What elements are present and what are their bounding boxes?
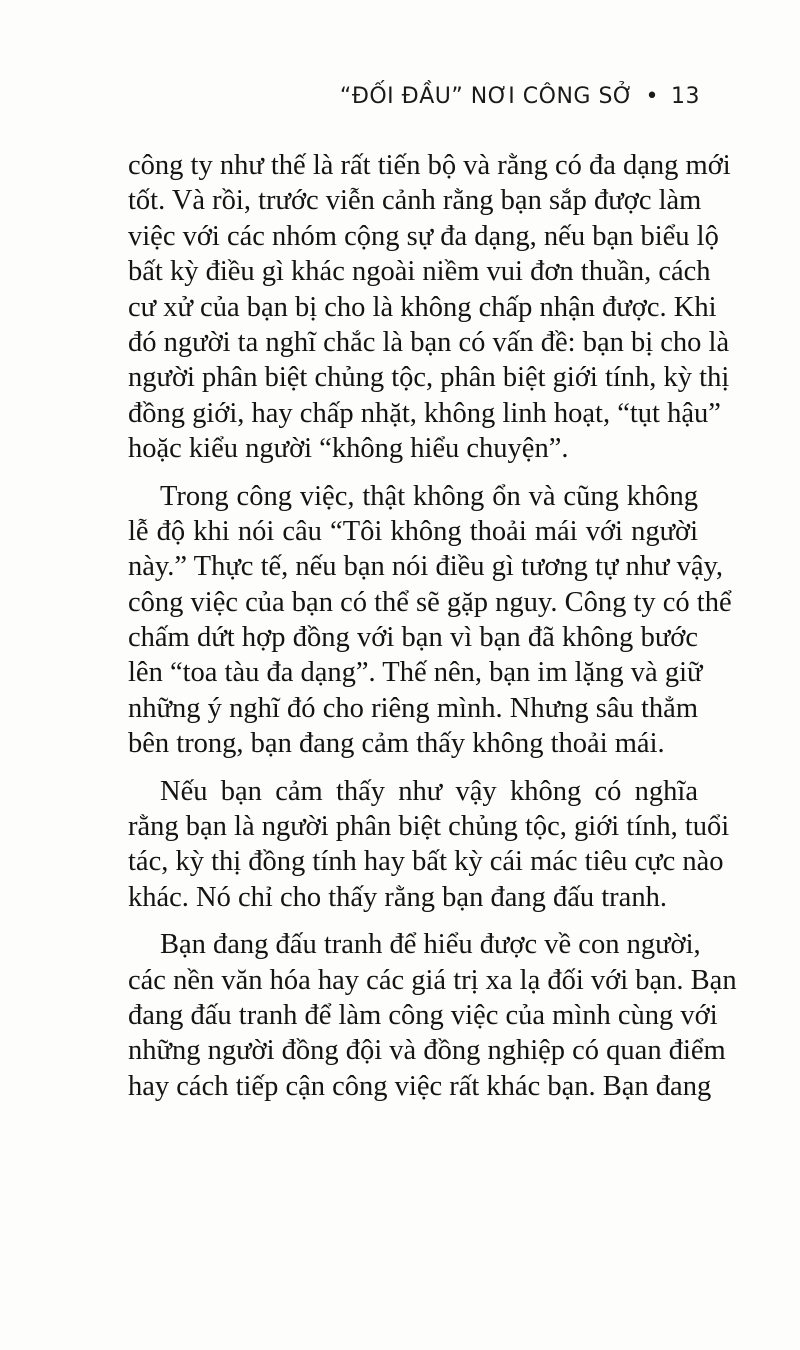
running-title: “ĐỐI ĐẦU” NƠI CÔNG SỞ	[339, 84, 634, 109]
text-line: lễ độ khi nói câu “Tôi không thoải mái với người	[128, 515, 698, 547]
text-line: các nền văn hóa hay các giá trị xa lạ đối với bạn. Bạn	[128, 964, 737, 996]
text-line: này.” Thực tế, nếu bạn nói điều gì tương tự như vậy,	[128, 551, 724, 583]
text-line: đồng giới, hay chấp nhặt, không linh hoạt, “tụt hậu”	[128, 397, 721, 429]
text-line: hoặc kiểu người “không hiểu chuyện”.	[128, 433, 569, 465]
text-line: việc với các nhóm cộng sự đa dạng, nếu bạn biểu lộ	[128, 220, 719, 252]
text-line: khác. Nó chỉ cho thấy rằng bạn đang đấu tranh.	[128, 881, 667, 913]
text-line: công ty như thế là rất tiến bộ và rằng có đa dạng mới	[128, 150, 731, 181]
paragraph	[128, 774, 730, 916]
text-line: Nếu bạn cảm thấy như vậy không có nghĩa	[160, 775, 698, 807]
text-line: những ý nghĩ đó cho riêng mình. Nhưng sâu thẳm	[128, 692, 698, 724]
text-line: tốt. Và rồi, trước viễn cảnh rằng bạn sắp được làm	[128, 185, 702, 217]
text-line: những người đồng đội và đồng nghiệp có quan điểm	[128, 1035, 726, 1067]
text-line: hay cách tiếp cận công việc rất khác bạn. Bạn đang	[128, 1070, 712, 1102]
text-line: lên “toa tàu đa dạng”. Thế nên, bạn im lặng và giữ	[128, 657, 703, 689]
page-number: 13	[671, 84, 700, 109]
separator-bullet: •	[645, 84, 659, 109]
text-line: rằng bạn là người phân biệt chủng tộc, giới tính, tuổi	[128, 811, 730, 843]
text-line: chấm dứt hợp đồng với bạn vì bạn đã không bước	[128, 622, 698, 654]
text-line: đó người ta nghĩ chắc là bạn có vấn đề: bạn bị cho là	[128, 326, 730, 358]
text-line: Bạn đang đấu tranh để hiểu được về con người,	[160, 929, 701, 961]
text-line: Trong công việc, thật không ổn và cũng không	[160, 480, 698, 512]
text-line: cư xử của bạn bị cho là không chấp nhận được. Khi	[128, 291, 717, 323]
text-line: tác, kỳ thị đồng tính hay bất kỳ cái mác tiêu cực nào	[128, 846, 724, 878]
text-line: bên trong, bạn đang cảm thấy không thoải mái.	[128, 728, 665, 760]
text-line: người phân biệt chủng tộc, phân biệt giới tính, kỳ thị	[128, 362, 730, 394]
paragraph	[128, 479, 732, 762]
paragraph	[128, 927, 737, 1104]
text-line: đang đấu tranh để làm công việc của mình cùng với	[128, 999, 718, 1031]
paragraph	[128, 148, 731, 467]
text-line: công việc của bạn có thể sẽ gặp nguy. Công ty có thể	[128, 586, 732, 618]
page-body-text	[128, 148, 737, 1116]
running-header	[340, 84, 700, 109]
text-line: bất kỳ điều gì khác ngoài niềm vui đơn thuần, cách	[128, 256, 711, 288]
